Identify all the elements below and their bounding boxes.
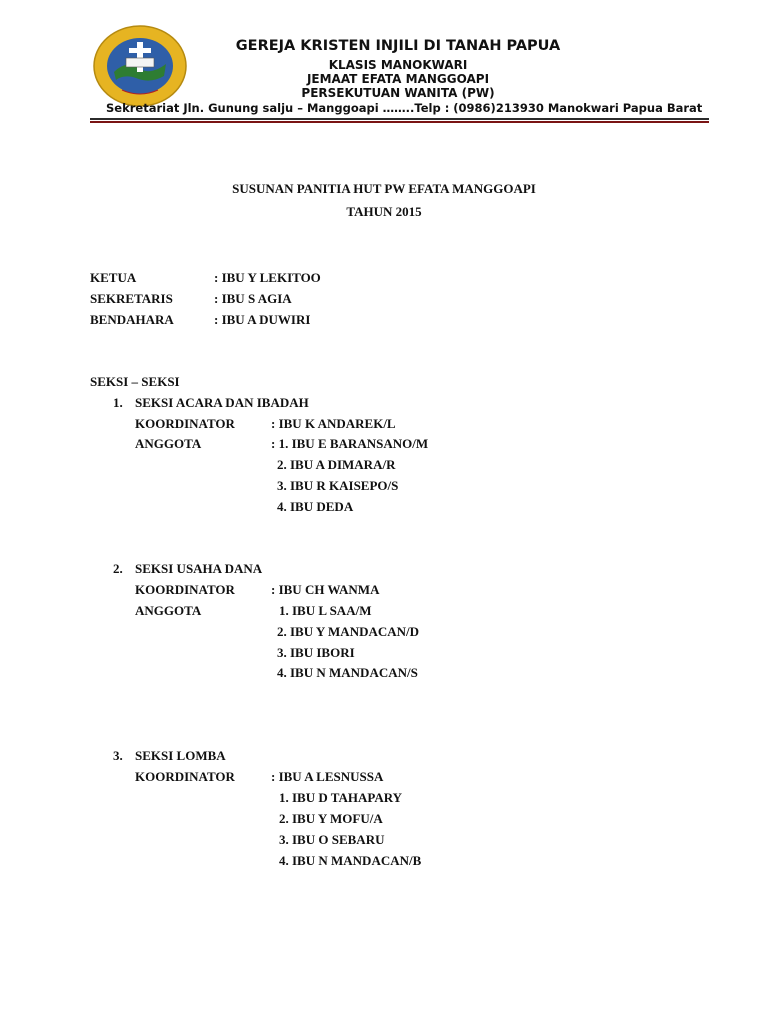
members-label: ANGGOTA xyxy=(135,436,202,451)
officer-name: : IBU Y LEKITOO xyxy=(214,270,321,285)
sections-heading: SEKSI – SEKSI xyxy=(90,374,180,389)
coordinator-name: : IBU K ANDAREK/L xyxy=(271,416,396,431)
member-item: 2. IBU Y MOFU/A xyxy=(279,811,383,826)
officer-role: BENDAHARA xyxy=(90,312,174,327)
header-rule-red xyxy=(90,121,709,123)
member-item: 3. IBU R KAISEPO/S xyxy=(277,478,399,493)
classis-name: KLASIS MANOKWARI xyxy=(328,58,468,72)
member-item: 4. IBU N MANDACAN/B xyxy=(279,853,422,868)
section-name: SEKSI ACARA DAN IBADAH xyxy=(135,395,309,410)
member-item: 3. IBU O SEBARU xyxy=(279,832,385,847)
section-number: 1. xyxy=(113,395,123,410)
coordinator-label: KOORDINATOR xyxy=(135,416,235,431)
fellowship-name: PERSEKUTUAN WANITA (PW) xyxy=(301,86,495,100)
officer-name: : IBU S AGIA xyxy=(214,291,292,306)
header-rule-dark xyxy=(90,118,709,120)
member-item: 3. IBU IBORI xyxy=(277,645,355,660)
officer-role: SEKRETARIS xyxy=(90,291,173,306)
officer-name: : IBU A DUWIRI xyxy=(214,312,311,327)
secretariat-address: Sekretariat Jln. Gunung salju – Manggoapi ……..Telp : (0986)213930 Manokwari Papua Barat xyxy=(106,101,703,115)
member-item: 2. IBU A DIMARA/R xyxy=(277,457,396,472)
coordinator-label: KOORDINATOR xyxy=(135,769,235,784)
section-number: 2. xyxy=(113,561,123,576)
officer-role: KETUA xyxy=(90,270,137,285)
document-year: TAHUN 2015 xyxy=(346,204,422,219)
section-number: 3. xyxy=(113,748,123,763)
member-item: 1. IBU D TAHAPARY xyxy=(279,790,403,805)
member-item: 4. IBU N MANDACAN/S xyxy=(277,665,418,680)
coordinator-name: : IBU A LESNUSSA xyxy=(271,769,384,784)
document-title: SUSUNAN PANITIA HUT PW EFATA MANGGOAPI xyxy=(232,181,536,196)
coordinator-name: : IBU CH WANMA xyxy=(271,582,380,597)
member-item: : 1. IBU E BARANSANO/M xyxy=(271,436,429,451)
coordinator-label: KOORDINATOR xyxy=(135,582,235,597)
church-name: GEREJA KRISTEN INJILI DI TANAH PAPUA xyxy=(235,38,561,54)
member-item: 1. IBU L SAA/M xyxy=(279,603,372,618)
member-item: 4. IBU DEDA xyxy=(277,499,354,514)
members-label: ANGGOTA xyxy=(135,603,202,618)
section-name: SEKSI USAHA DANA xyxy=(135,561,263,576)
member-item: 2. IBU Y MANDACAN/D xyxy=(277,624,420,639)
section-name: SEKSI LOMBA xyxy=(135,748,226,763)
congregation-name: JEMAAT EFATA MANGGOAPI xyxy=(306,72,490,86)
